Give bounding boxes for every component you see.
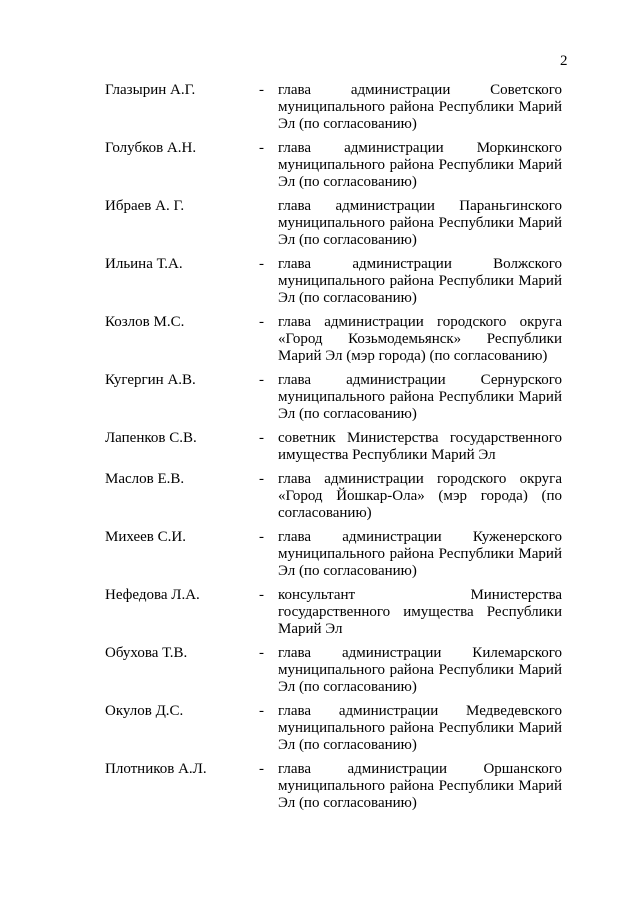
list-item <box>105 140 562 191</box>
list-item <box>105 471 562 522</box>
list-item <box>105 703 562 754</box>
member-position: глава администрации Параньгинского муниципального района Республики Марий Эл (по согласованию) <box>278 198 562 248</box>
dash-separator: - <box>259 372 264 388</box>
member-name: Михеев С.И. <box>105 529 186 545</box>
dash-separator: - <box>259 587 264 603</box>
dash-separator: - <box>259 256 264 272</box>
dash-separator: - <box>259 140 264 156</box>
list-item <box>105 761 562 812</box>
member-position: глава администрации Оршанского муниципального района Республики Марий Эл (по согласованию) <box>278 761 562 811</box>
list-item <box>105 587 562 638</box>
member-position: консультант Министерства государственного имущества Республики Марий Эл <box>278 587 562 637</box>
member-name: Глазырин А.Г. <box>105 82 196 98</box>
page-number: 2 <box>560 53 568 69</box>
list-item <box>105 372 562 423</box>
member-name: Козлов М.С. <box>105 314 185 330</box>
member-position: глава администрации городского округа «Город Козьмодемьянск» Республики Марий Эл (мэр города) (по согласованию) <box>278 314 562 364</box>
member-name: Ильина Т.А. <box>105 256 183 272</box>
member-position: глава администрации Медведевского муниципального района Республики Марий Эл (по согласованию) <box>278 703 562 753</box>
list-item <box>105 645 562 696</box>
list-item <box>105 529 562 580</box>
member-position: глава администрации Моркинского муниципального района Республики Марий Эл (по согласованию) <box>278 140 562 190</box>
dash-separator: - <box>259 529 264 545</box>
member-name: Лапенков С.В. <box>105 430 197 446</box>
member-name: Кугергин А.В. <box>105 372 196 388</box>
dash-separator: - <box>259 761 264 777</box>
list-item <box>105 314 562 365</box>
member-position: глава администрации Килемарского муниципального района Республики Марий Эл (по согласованию) <box>278 645 562 695</box>
member-name: Маслов Е.В. <box>105 471 185 487</box>
member-name: Плотников А.Л. <box>105 761 207 777</box>
member-name: Нефедова Л.А. <box>105 587 200 603</box>
list-item <box>105 430 562 464</box>
member-name: Ибраев А. Г. <box>105 198 185 214</box>
member-name: Обухова Т.В. <box>105 645 188 661</box>
member-position: советник Министерства государственного имущества Республики Марий Эл <box>278 430 562 463</box>
dash-separator: - <box>259 645 264 661</box>
dash-separator: - <box>259 430 264 446</box>
dash-separator: - <box>259 703 264 719</box>
list-item <box>105 82 562 133</box>
member-name: Голубков А.Н. <box>105 140 197 156</box>
dash-separator: - <box>259 314 264 330</box>
dash-separator: - <box>259 82 264 98</box>
dash-separator: - <box>259 471 264 487</box>
member-name: Окулов Д.С. <box>105 703 184 719</box>
list-item <box>105 198 562 249</box>
member-position: глава администрации Волжского муниципального района Республики Марий Эл (по согласованию) <box>278 256 562 306</box>
list-item <box>105 256 562 307</box>
member-position: глава администрации Сернурского муниципального района Республики Марий Эл (по согласованию) <box>278 372 562 422</box>
member-position: глава администрации Советского муниципального района Республики Марий Эл (по согласованию) <box>278 82 562 132</box>
member-position: глава администрации городского округа «Город Йошкар-Ола» (мэр города) (по согласованию) <box>278 471 562 521</box>
member-position: глава администрации Куженерского муниципального района Республики Марий Эл (по согласованию) <box>278 529 562 579</box>
member-list <box>105 82 562 812</box>
